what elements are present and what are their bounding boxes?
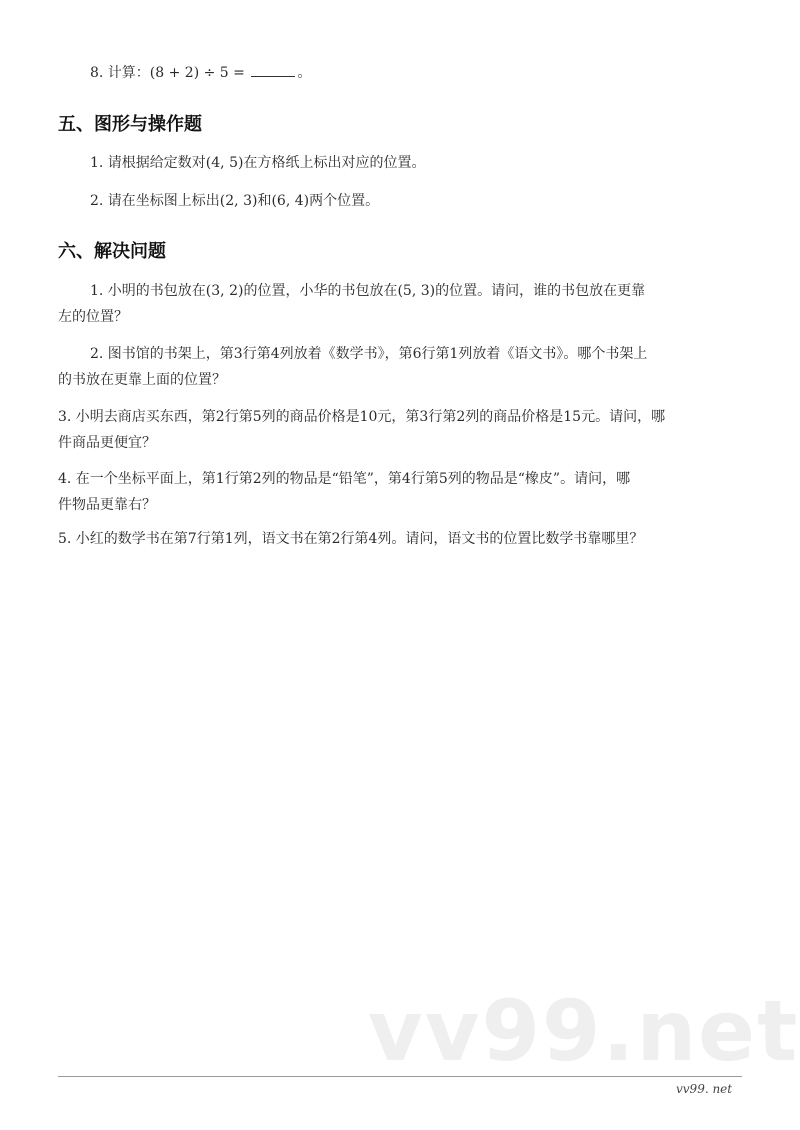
answer-blank xyxy=(251,62,295,77)
footer-site-label: vv99. net xyxy=(676,1082,733,1096)
section-5-question-1: 1. 请根据给定数对(4, 5)在方格纸上标出对应的位置。 xyxy=(90,155,426,171)
question-8 xyxy=(90,62,311,83)
question-8-text: 8. 计算：(8 + 2) ÷ 5 = xyxy=(90,65,250,81)
section-6-question-3-line-2: 件商品更便宜？ xyxy=(58,435,156,451)
section-6-question-4-line-1: 4. 在一个坐标平面上，第1行第2列的物品是“铅笔”，第4行第5列的物品是“橡皮”。请问，哪 xyxy=(58,471,631,487)
section-6-heading: 六、解决问题 xyxy=(58,241,166,262)
question-8-suffix: 。 xyxy=(297,65,312,81)
section-5-question-2: 2. 请在坐标图上标出(2, 3)和(6, 4)两个位置。 xyxy=(90,193,380,209)
section-6-question-3-line-1: 3. 小明去商店买东西，第2行第5列的商品价格是10元，第3行第2列的商品价格是15元。请问，哪 xyxy=(58,409,666,425)
section-6-question-2-line-2: 的书放在更靠上面的位置？ xyxy=(58,372,226,388)
section-6-question-2-line-1: 2. 图书馆的书架上，第3行第4列放着《数学书》，第6行第1列放着《语文书》。哪个书架上 xyxy=(90,346,648,362)
section-6-question-1-line-1: 1. 小明的书包放在(3, 2)的位置，小华的书包放在(5, 3)的位置。请问，谁的书包放在更靠 xyxy=(90,283,646,299)
watermark: vv99.net xyxy=(368,982,800,1080)
section-6-question-5: 5. 小红的数学书在第7行第1列，语文书在第2行第4列。请问，语文书的位置比数学书靠哪里？ xyxy=(58,531,644,547)
section-6-question-4-line-2: 件物品更靠右？ xyxy=(58,497,156,513)
footer-divider xyxy=(58,1076,742,1077)
section-6-question-1-line-2: 左的位置？ xyxy=(58,309,128,325)
section-5-heading: 五、图形与操作题 xyxy=(58,114,202,135)
